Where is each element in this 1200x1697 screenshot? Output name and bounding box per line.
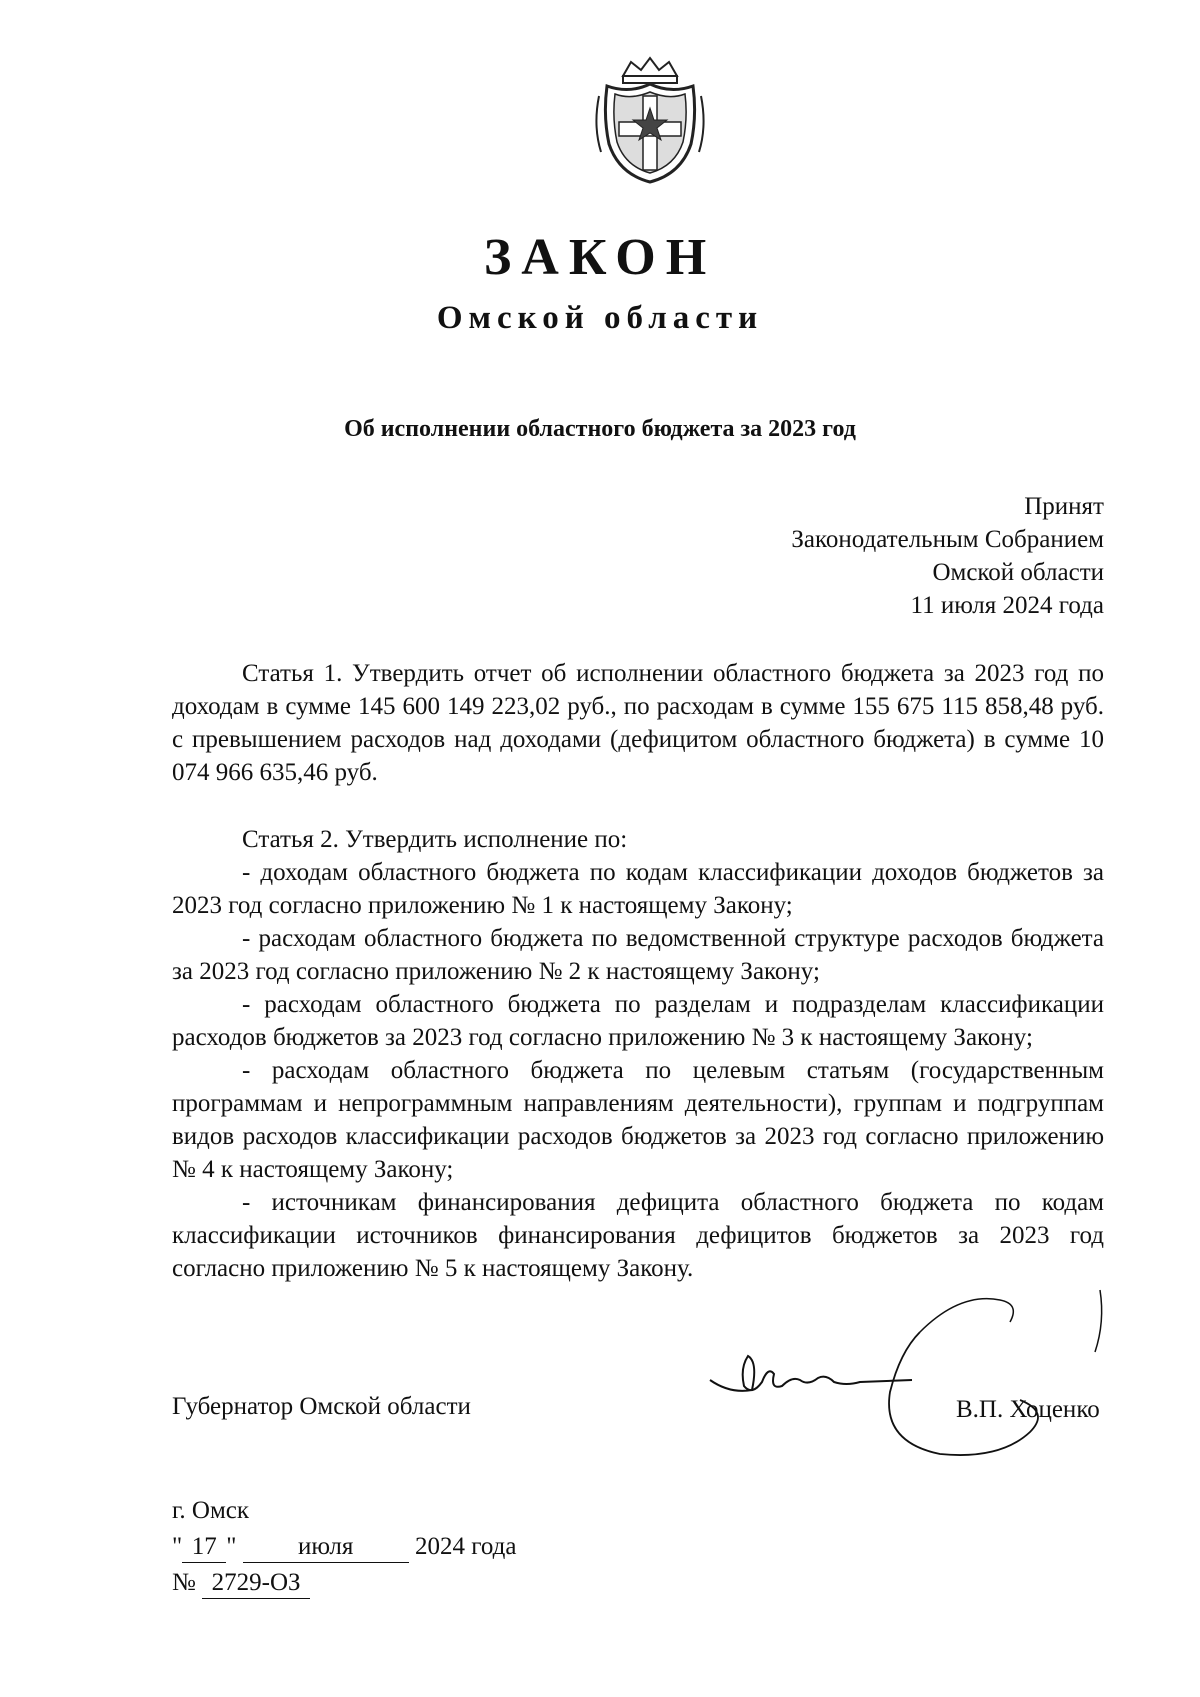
date-line: [172, 1530, 516, 1563]
coat-of-arms-icon: [585, 56, 715, 184]
number-sign: №: [172, 1569, 196, 1596]
article-2-intro: Статья 2. Утвердить исполнение по:: [242, 826, 628, 853]
document-heading: Об исполнении областного бюджета за 2023 год: [344, 416, 856, 442]
article-2-item: - расходам областного бюджета по разделам и подразделам классификации расходов бюджетов за 2023 год согласно приложению № 3 к настоящему Закону;: [172, 991, 1104, 1051]
adoption-line-3: Омской области: [932, 559, 1104, 586]
date-month: июля: [243, 1532, 409, 1563]
law-number-line: [172, 1566, 310, 1599]
governor-position: Губернатор Омской области: [172, 1393, 471, 1420]
article-2-item: - доходам областного бюджета по кодам классификации доходов бюджетов за 2023 год согласно приложению № 1 к настоящему Закону;: [172, 859, 1104, 919]
adoption-line-2: Законодательным Собранием: [791, 526, 1104, 553]
adoption-line-4: 11 июля 2024 года: [910, 592, 1104, 619]
city: г. Омск: [172, 1497, 250, 1524]
article-2-item: - расходам областного бюджета по ведомственной структуре расходов бюджета за 2023 год согласно приложению № 2 к настоящему Закону;: [172, 925, 1104, 985]
adoption-block: [791, 490, 1104, 622]
date-day: 17: [182, 1532, 226, 1563]
article-1: [172, 657, 1104, 789]
quote-open: ": [172, 1533, 183, 1560]
date-year: 2024 года: [414, 1533, 517, 1560]
handwritten-signature: [700, 1282, 1120, 1482]
coat-of-arms-emblem: [585, 56, 715, 184]
adoption-line-1: Принят: [1024, 493, 1104, 520]
article-1-text: Статья 1. Утвердить отчет об исполнении областного бюджета за 2023 год по доходам в сумме 145 600 149 223,02 руб., по расходам в сумме 155 675 115 858,48 руб. с превышением расходов над доходами (дефицитом областного бюджета) в сумме 10 074 966 635,46 руб.: [172, 660, 1104, 786]
article-2: [172, 823, 1104, 1285]
law-title: ЗАКОН: [483, 229, 717, 286]
article-2-item: - источникам финансирования дефицита областного бюджета по кодам классификации источников финансирования дефицитов бюджетов за 2023 год согласно приложению № 5 к настоящему Закону.: [172, 1189, 1104, 1282]
governor-name: В.П. Хоценко: [956, 1396, 1100, 1423]
law-number: 2729-ОЗ: [202, 1568, 310, 1599]
law-subtitle: Омской области: [436, 300, 764, 336]
article-2-item: - расходам областного бюджета по целевым статьям (государственным программам и непрограммным направлениям деятельности), группам и подгруппам видов расходов классификации расходов бюджетов за 2023 год согласно приложению № 4 к настоящему Закону;: [172, 1057, 1104, 1183]
quote-close: ": [226, 1533, 237, 1560]
